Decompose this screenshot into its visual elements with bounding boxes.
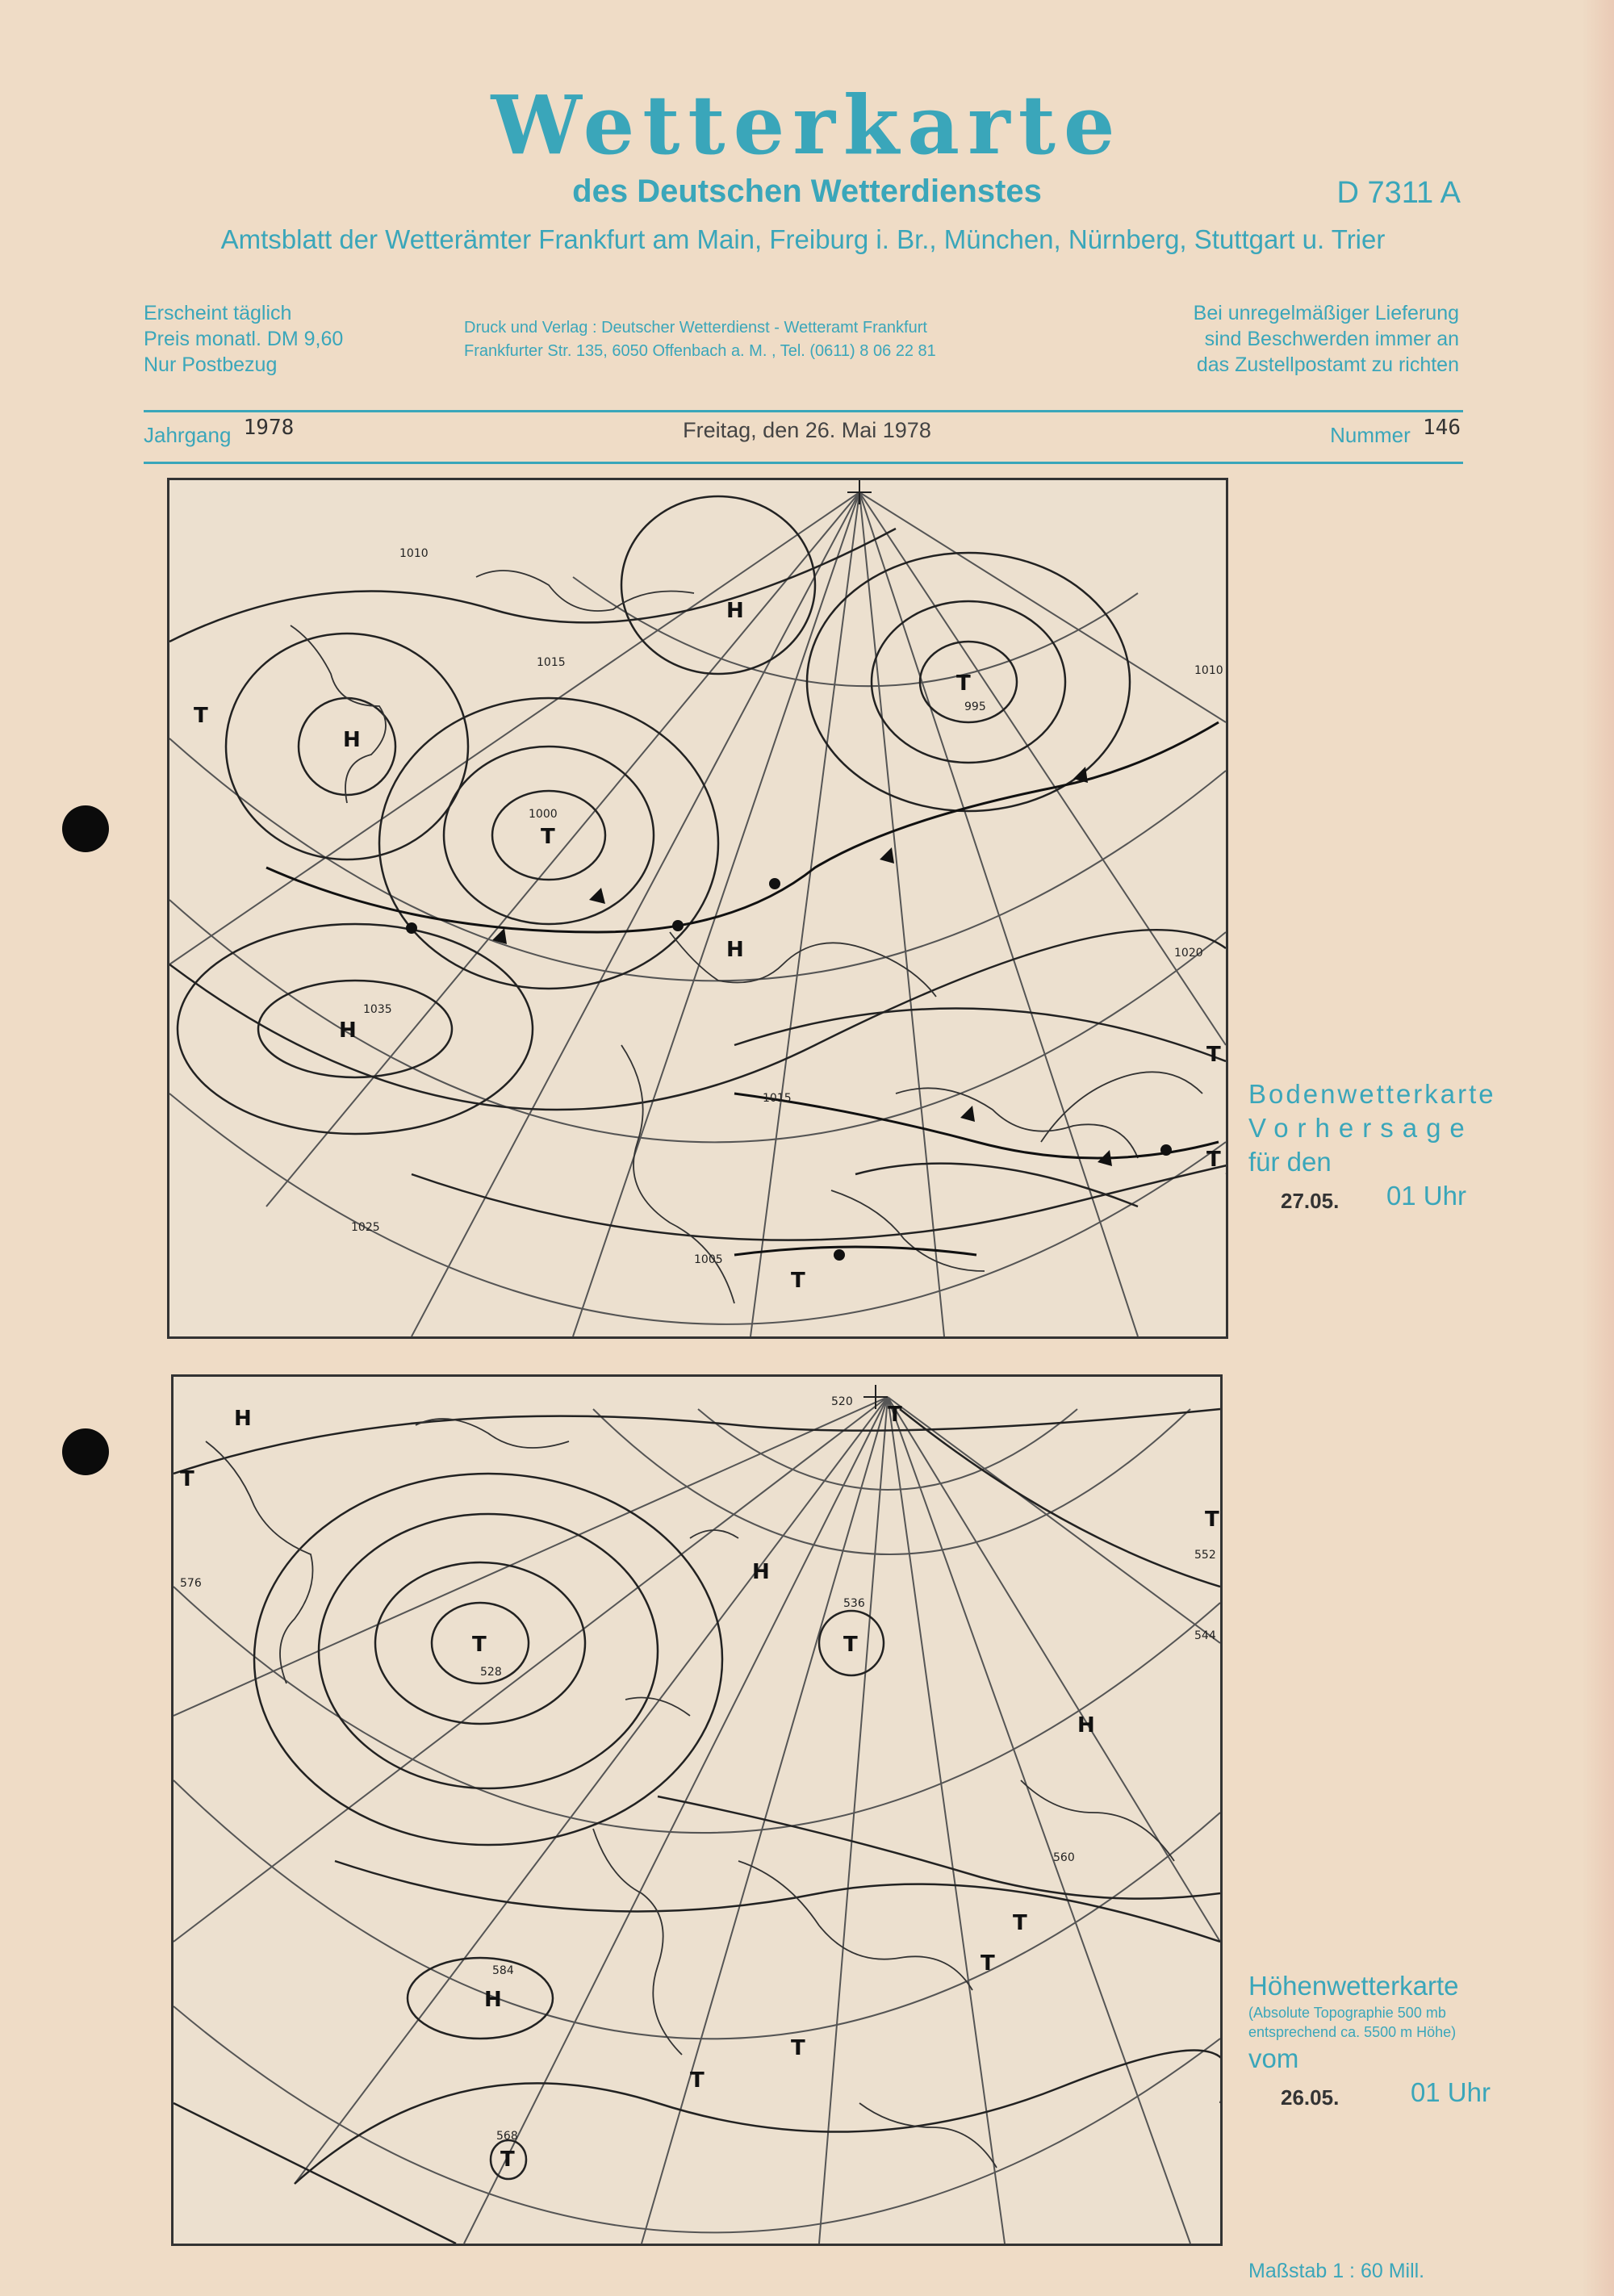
contour-label: 560 — [1053, 1851, 1075, 1864]
punch-hole-bottom — [62, 1428, 109, 1475]
surface-map-caption — [1248, 1077, 1496, 1215]
isobar-label: 1010 — [1194, 664, 1223, 677]
isobar-label: 1010 — [399, 547, 429, 560]
map1-label: T — [956, 671, 971, 696]
map2-label: T — [1205, 1508, 1219, 1532]
map2-label: H — [234, 1407, 252, 1431]
map1-label: T — [1206, 1043, 1221, 1067]
contour-label: 568 — [496, 2130, 518, 2143]
map2-label: T — [791, 2036, 805, 2060]
map2-label: T — [690, 2068, 705, 2093]
nummer: Nummer 146 — [1330, 416, 1461, 447]
map2-label: T — [981, 1951, 995, 1976]
map2-label: T — [1013, 1911, 1027, 1935]
map2-label: T — [472, 1633, 487, 1657]
contour-label: 528 — [480, 1666, 502, 1679]
upper-map-drawing — [174, 1377, 1220, 2244]
info-left: Erscheint täglich Preis monatl. DM 9,60 Nur Postbezug — [144, 302, 344, 376]
masthead-subtitle: des Deutschen Wetterdienstes — [572, 174, 1042, 209]
info-middle: Druck und Verlag : Deutscher Wetterdienst - Wetteramt Frankfurt Frankfurter Str. 135, 6050 Offenbach a. M. , Tel. (0611) 8 06 22 81 — [464, 319, 936, 360]
isobar-label: 1015 — [537, 656, 566, 669]
contour-label: 576 — [180, 1577, 202, 1590]
caption-note: (Absolute Topographie 500 mb — [1248, 2005, 1446, 2021]
caption-note: entsprechend ca. 5500 m Höhe) — [1248, 2024, 1457, 2040]
caption-date: 26.05. — [1281, 2085, 1340, 2110]
caption-line: vom — [1248, 2043, 1299, 2073]
map1-label: H — [339, 1018, 357, 1043]
header-rule-top — [144, 410, 1463, 412]
jahrgang: Jahrgang 1978 — [144, 416, 295, 447]
upper-map-caption — [1248, 1969, 1491, 2111]
masthead-title: Wetterkarte — [491, 77, 1123, 173]
isobar-label: 1005 — [694, 1253, 723, 1266]
caption-time: 01 Uhr — [1386, 1181, 1466, 1211]
map2-label: T — [500, 2148, 515, 2172]
map2-label: T — [843, 1633, 858, 1657]
publication-code: D 7311 A — [1336, 176, 1461, 210]
caption-line: für den — [1248, 1147, 1332, 1177]
header-rule-bottom — [144, 462, 1463, 464]
info-right: Bei unregelmäßiger Lieferung sind Beschwerden immer an das Zustellpostamt zu richten — [1193, 302, 1459, 376]
map2-label: T — [888, 1403, 902, 1427]
caption-title: Höhenwetterkarte — [1248, 1971, 1459, 2001]
punch-hole-top — [62, 805, 109, 852]
caption-date: 27.05. — [1281, 1189, 1340, 1213]
map1-label: T — [541, 825, 555, 849]
caption-time: 01 Uhr — [1410, 2077, 1491, 2107]
issue-date: Freitag, den 26. Mai 1978 — [683, 418, 931, 442]
map1-label: T — [791, 1269, 805, 1293]
paper-edge — [1582, 0, 1614, 2296]
caption-subtitle: Vorhersage — [1248, 1113, 1474, 1143]
map2-label: T — [180, 1467, 194, 1491]
upper-air-map — [171, 1374, 1223, 2246]
contour-label: 544 — [1194, 1629, 1216, 1642]
isobar-label: 1015 — [763, 1092, 792, 1105]
surface-forecast-map — [167, 478, 1228, 1339]
amtsblatt-line: Amtsblatt der Wetterämter Frankfurt am Main, Freiburg i. Br., München, Nürnberg, Stuttgart u. Trier — [220, 224, 1386, 254]
map1-label: T — [1206, 1148, 1221, 1172]
contour-label: 552 — [1194, 1549, 1216, 1562]
map2-label: H — [752, 1560, 770, 1584]
map1-label: H — [726, 938, 744, 962]
map-scale: Maßstab 1 : 60 Mill. — [1248, 2260, 1425, 2282]
map1-label: H — [726, 599, 744, 623]
map2-label: H — [1077, 1713, 1095, 1738]
surface-map-drawing — [169, 480, 1226, 1336]
isobar-label: 995 — [964, 701, 986, 713]
isobar-label: 1025 — [351, 1221, 380, 1234]
contour-label: 584 — [492, 1964, 514, 1977]
contour-label: 536 — [843, 1597, 865, 1610]
caption-title: Bodenwetterkarte — [1248, 1079, 1496, 1109]
map1-label: H — [343, 728, 361, 752]
contour-label: 520 — [831, 1395, 853, 1408]
isobar-label: 1000 — [529, 808, 558, 821]
map2-label: H — [484, 1988, 502, 2012]
isobar-label: 1035 — [363, 1003, 392, 1016]
map1-label: T — [194, 704, 208, 728]
isobar-label: 1020 — [1174, 947, 1203, 960]
